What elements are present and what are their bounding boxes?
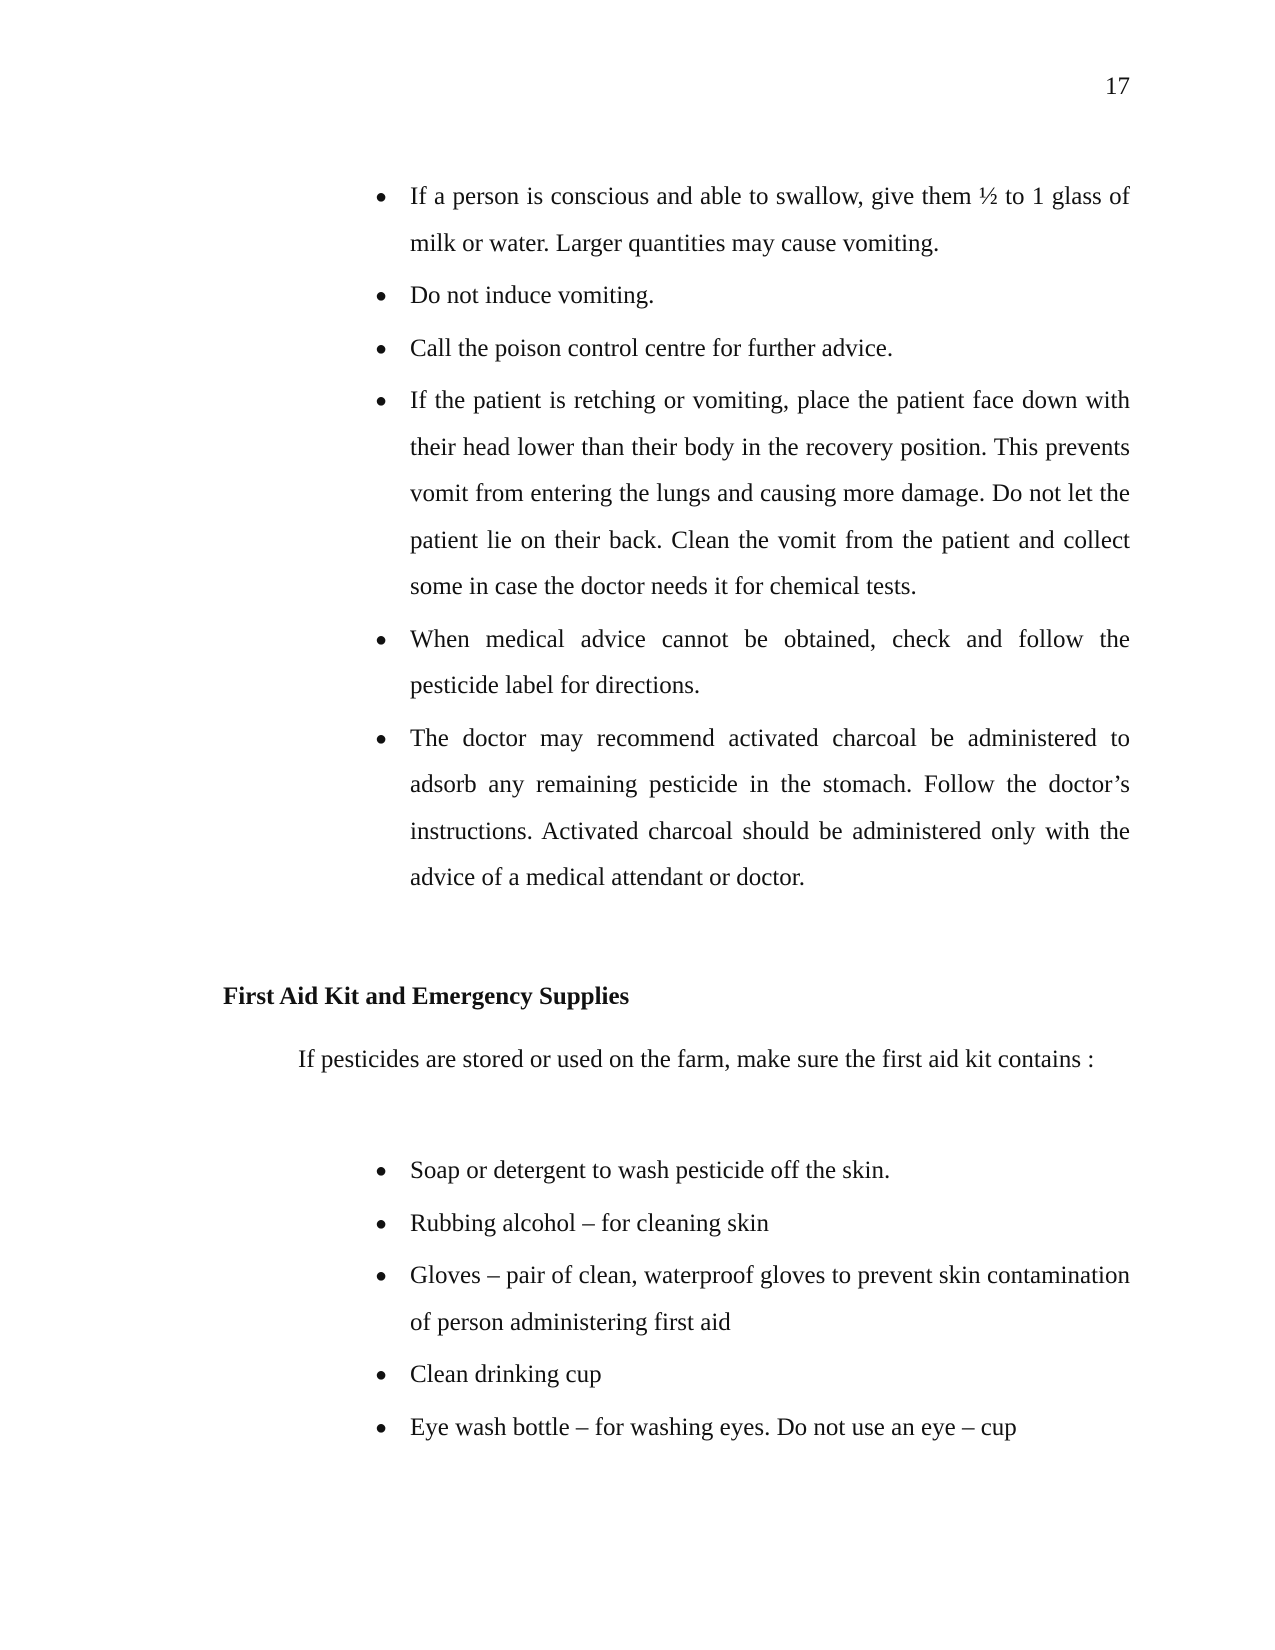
bullet-icon: ● bbox=[375, 1416, 388, 1439]
list-item-text: Do not induce vomiting. bbox=[410, 282, 655, 309]
bullet-icon: ● bbox=[375, 186, 388, 208]
list-item-text: The doctor may recommend activated charcoal be administered to adsorb any remaining pesticide in the stomach. Follow the doctor’s instructions. Activated charcoal should be administered only with the advice of a medical attendant or doctor. bbox=[410, 724, 1130, 891]
list-item-text: Soap or detergent to wash pesticide off the skin. bbox=[410, 1157, 891, 1184]
list-item-text: Rubbing alcohol – for cleaning skin bbox=[410, 1209, 769, 1237]
list-item bbox=[375, 326, 1130, 373]
bullet-icon: ● bbox=[375, 628, 388, 651]
list-item-text: Clean drinking cup bbox=[410, 1361, 602, 1388]
list-item bbox=[375, 1201, 1130, 1248]
bullet-icon: ● bbox=[375, 1160, 388, 1182]
list-item bbox=[375, 1405, 1130, 1452]
list-item bbox=[375, 716, 1130, 902]
first-aid-kit-list bbox=[375, 1148, 1130, 1457]
bullet-icon: ● bbox=[375, 1364, 388, 1386]
bullet-icon: ● bbox=[375, 285, 388, 307]
list-item-text: Gloves – pair of clean, waterproof gloves to prevent skin contamination of person administering first aid bbox=[410, 1262, 1130, 1336]
list-item bbox=[375, 1148, 1130, 1195]
bullet-icon: ● bbox=[375, 727, 388, 750]
bullet-icon: ● bbox=[375, 390, 388, 412]
list-item bbox=[375, 273, 1130, 320]
list-item bbox=[375, 1253, 1130, 1346]
bullet-icon: ● bbox=[375, 337, 388, 360]
first-aid-steps-list bbox=[375, 174, 1130, 908]
list-item-text: Call the poison control centre for further advice. bbox=[410, 334, 894, 362]
list-item bbox=[375, 617, 1130, 710]
list-item-text: If the patient is retching or vomiting, place the patient face down with their head lower than their body in the recovery position. This prevents vomit from entering the lungs and causing more damage. Do not let the patient lie on their back. Clean the vomit from the patient and collect some in case the doctor needs it for chemical tests. bbox=[410, 387, 1130, 600]
list-item-text: When medical advice cannot be obtained, check and follow the pesticide label for directions. bbox=[410, 625, 1130, 699]
page-number: 17 bbox=[1105, 73, 1130, 100]
list-item-text: If a person is conscious and able to swallow, give them ½ to 1 glass of milk or water. Larger quantities may cause vomiting. bbox=[410, 183, 1130, 257]
list-item bbox=[375, 174, 1130, 267]
bullet-icon: ● bbox=[375, 1212, 388, 1235]
intro-paragraph: If pesticides are stored or used on the farm, make sure the first aid kit contains : bbox=[298, 1046, 1095, 1073]
bullet-icon: ● bbox=[375, 1265, 388, 1287]
list-item-text: Eye wash bottle – for washing eyes. Do not use an eye – cup bbox=[410, 1413, 1017, 1441]
section-heading: First Aid Kit and Emergency Supplies bbox=[223, 983, 630, 1010]
list-item bbox=[375, 378, 1130, 611]
list-item bbox=[375, 1352, 1130, 1399]
